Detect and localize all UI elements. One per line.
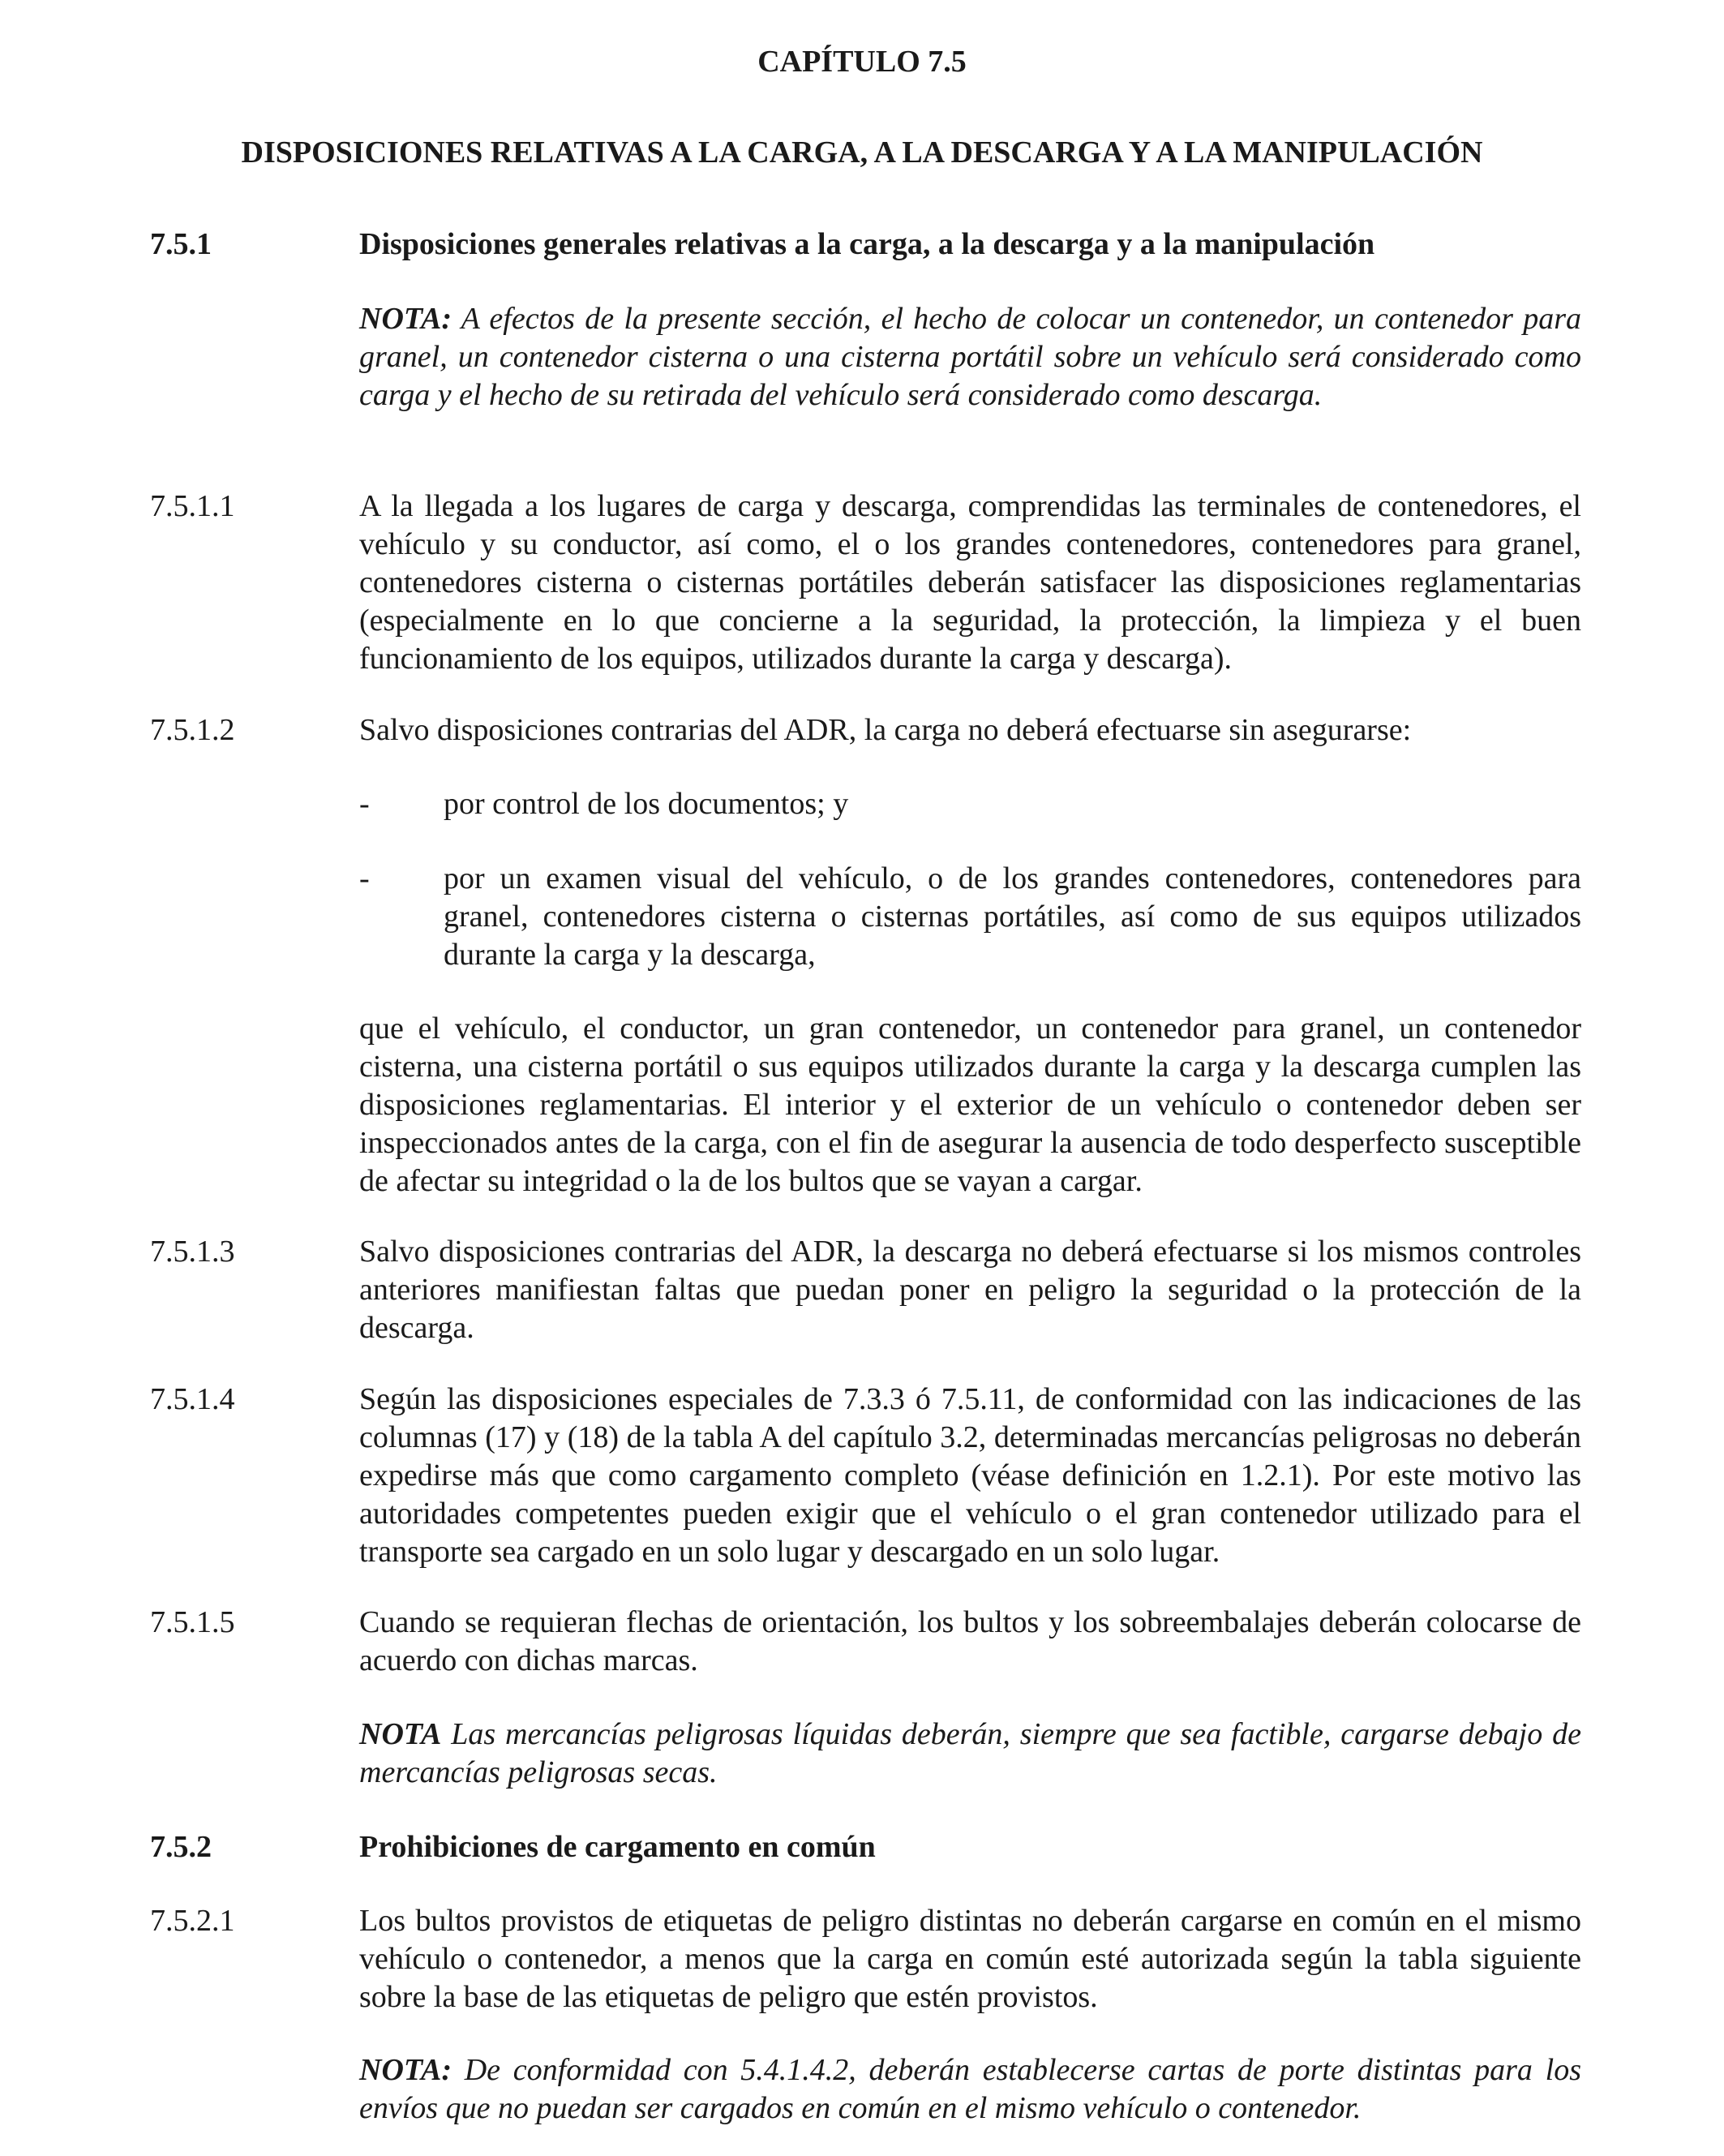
bullet-dash: - <box>359 861 370 895</box>
paragraph-7-5-2-1: Los bultos provistos de etiquetas de peligro distintas no deberán cargarse en común en el mismo vehículo o contenedor, a menos que la carga en común esté autorizada según la tabla siguiente sobre la base de las etiquetas de peligro que estén provistos. <box>359 1904 1581 2014</box>
note-label: NOTA: <box>359 2053 452 2087</box>
note-text: De conformidad con 5.4.1.4.2, deberán establecerse cartas de porte distintas para los envíos que no puedan ser cargados en común en el mismo vehículo o contenedor. <box>359 2053 1581 2125</box>
section-number-7-5-2: 7.5.2 <box>150 1830 212 1864</box>
section-number-7-5-2-1: 7.5.2.1 <box>150 1904 235 1938</box>
note-label: NOTA <box>359 1717 442 1751</box>
chapter-number: CAPÍTULO 7.5 <box>757 45 967 79</box>
section-number-7-5-1-1: 7.5.1.1 <box>150 489 235 523</box>
bullet-item: por un examen visual del vehículo, o de los grandes contenedores, contenedores para granel, contenedores cisterna o cisternas portátiles, así como de sus equipos utilizados durante la carga y la descarga, <box>444 861 1581 972</box>
note-text: A efectos de la presente sección, el hecho de colocar un contenedor, un contenedor para granel, un contenedor cisterna o una cisterna portátil sobre un vehículo será considerado como carga y el hecho de su retirada del vehículo será considerado como descarga. <box>359 302 1581 412</box>
note-label: NOTA: <box>359 302 452 336</box>
section-number-7-5-1-2: 7.5.1.2 <box>150 713 235 747</box>
note-7-5-1 <box>359 300 1581 414</box>
paragraph-7-5-1-4: Según las disposiciones especiales de 7.3.3 ó 7.5.11, de conformidad con las indicaciones de las columnas (17) y (18) de la tabla A del capítulo 3.2, determinadas mercancías peligrosas no deberán expedirse más que como cargamento completo (véase definición en 1.2.1). Por este motivo las autoridades competentes pueden exigir que el vehículo o el gran contenedor utilizado para el transporte sea cargado en un solo lugar y descargado en un solo lugar. <box>359 1382 1581 1569</box>
section-number-7-5-1-5: 7.5.1.5 <box>150 1605 235 1639</box>
section-number-7-5-1-4: 7.5.1.4 <box>150 1382 235 1416</box>
bullet-dash: - <box>359 787 370 821</box>
paragraph-7-5-1-2-continuation: que el vehículo, el conductor, un gran contenedor, un contenedor para granel, un contenedor cisterna, una cisterna portátil o sus equipos utilizados durante la carga y la descarga cumplen las disposiciones reglamentarias. El interior y el exterior de un vehículo o contenedor deben ser inspeccionados antes de la carga, con el fin de asegurar la ausencia de todo desperfecto susceptible de afectar su integridad o la de los bultos que se vayan a cargar. <box>359 1011 1581 1198</box>
section-title-7-5-2: Prohibiciones de cargamento en común <box>359 1830 876 1864</box>
chapter-title: DISPOSICIONES RELATIVAS A LA CARGA, A LA DESCARGA Y A LA MANIPULACIÓN <box>241 135 1483 170</box>
paragraph-7-5-1-5: Cuando se requieran flechas de orientación, los bultos y los sobreembalajes deberán colocarse de acuerdo con dichas marcas. <box>359 1605 1581 1677</box>
bullet-item: por control de los documentos; y <box>444 787 849 821</box>
paragraph-7-5-1-2: Salvo disposiciones contrarias del ADR, la carga no deberá efectuarse sin asegurarse: <box>359 713 1412 747</box>
paragraph-7-5-1-3: Salvo disposiciones contrarias del ADR, la descarga no deberá efectuarse si los mismos controles anteriores manifiestan faltas que puedan poner en peligro la seguridad o la protección de la descarga. <box>359 1235 1581 1345</box>
note-7-5-2-1 <box>359 2051 1581 2128</box>
note-7-5-1-5 <box>359 1716 1581 1792</box>
section-number-7-5-1-3: 7.5.1.3 <box>150 1235 235 1269</box>
section-title-7-5-1: Disposiciones generales relativas a la carga, a la descarga y a la manipulación <box>359 227 1375 261</box>
note-text: Las mercancías peligrosas líquidas deberán, siempre que sea factible, cargarse debajo de mercancías peligrosas secas. <box>359 1717 1581 1789</box>
paragraph-7-5-1-1: A la llegada a los lugares de carga y descarga, comprendidas las terminales de contenedores, el vehículo y su conductor, así como, el o los grandes contenedores, contenedores para granel, contenedores cisterna o cisternas portátiles deberán satisfacer las disposiciones reglamentarias (especialmente en lo que concierne a la seguridad, la protección, la limpieza y el buen funcionamiento de los equipos, utilizados durante la carga y descarga). <box>359 489 1581 676</box>
section-number-7-5-1: 7.5.1 <box>150 227 212 261</box>
